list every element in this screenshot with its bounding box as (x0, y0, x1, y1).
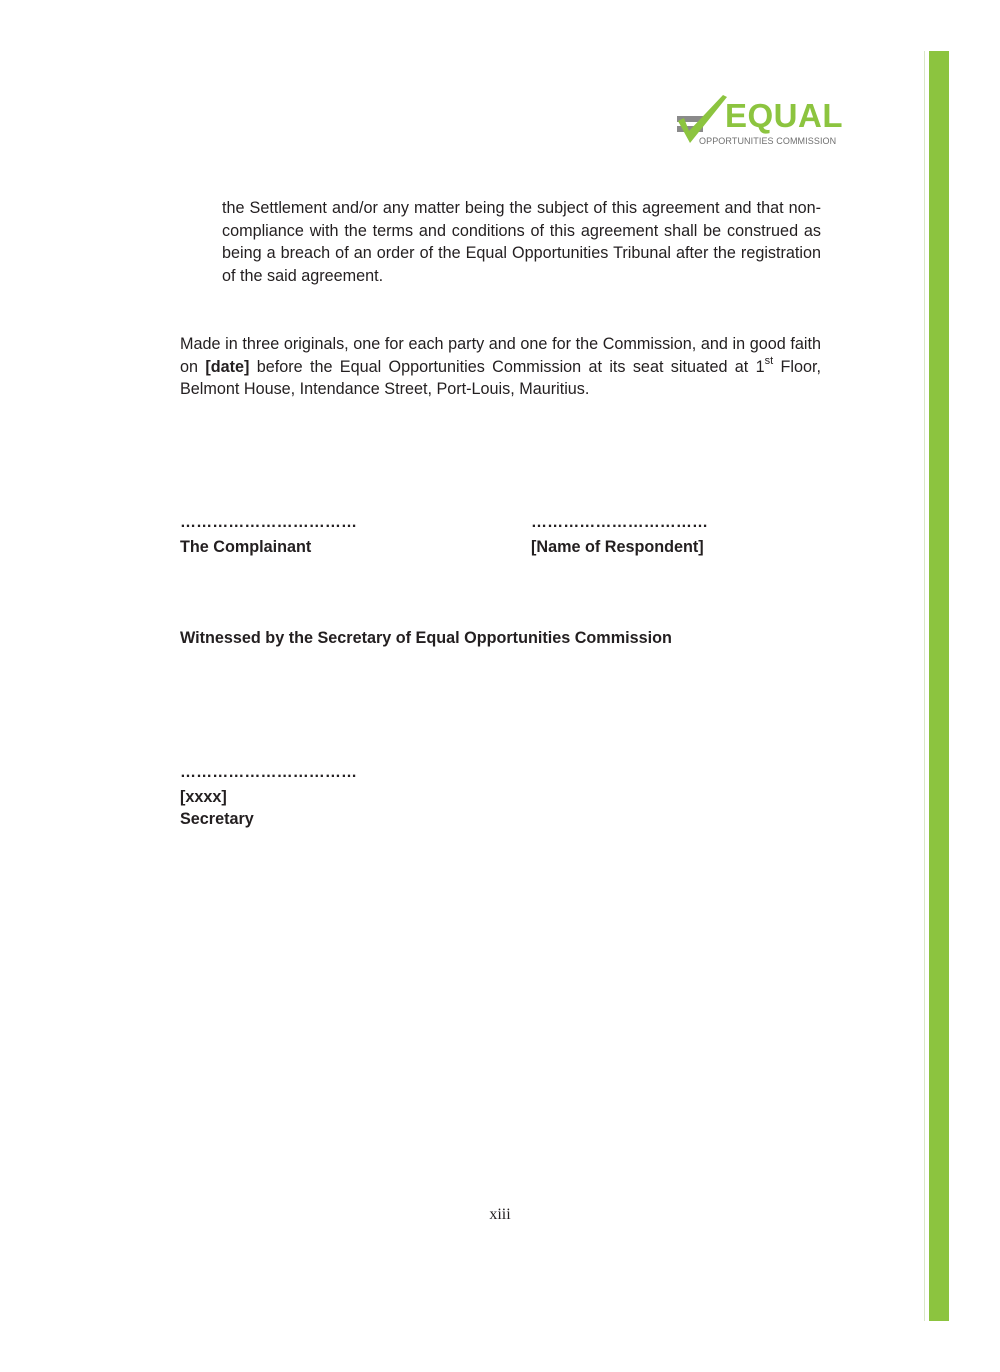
secretary-signature-line: …………………………… (180, 764, 358, 781)
equal-opportunities-logo (675, 95, 843, 151)
page-edge-line (924, 51, 925, 1321)
respondent-signature-line: …………………………… (531, 514, 709, 531)
logo-word: EQUAL (725, 97, 843, 134)
logo-subtitle: OPPORTUNITIES COMMISSION (699, 136, 837, 146)
complainant-signature-line: …………………………… (180, 514, 358, 531)
originals-paragraph (180, 333, 821, 401)
secretary-title: Secretary (180, 810, 254, 828)
page-number: xiii (489, 1206, 511, 1223)
secretary-name: [xxxx] (180, 788, 227, 806)
witness-heading: Witnessed by the Secretary of Equal Opportunities Commission (180, 629, 672, 647)
originals-text-3: Floor, Belmont House, Intendance Street, Port-Louis, Mauritius. (180, 357, 821, 399)
originals-text-1: Made in three originals, one for each party and one for the Commission, and in good faith on (180, 335, 821, 376)
date-placeholder: [date] (205, 357, 250, 376)
settlement-paragraph: the Settlement and/or any matter being the subject of this agreement and that non-compliance with the terms and conditions of this agreement shall be construed as being a breach of an order of the Equal Opportunities Tribunal after the registration of the said agreement. (222, 199, 821, 285)
complainant-label: The Complainant (180, 538, 312, 556)
ordinal-suffix: st (764, 355, 774, 368)
green-side-bar (929, 51, 949, 1321)
originals-text-2: before the Equal Opportunities Commission at its seat situated at 1 (249, 357, 765, 376)
respondent-label: [Name of Respondent] (531, 538, 704, 556)
